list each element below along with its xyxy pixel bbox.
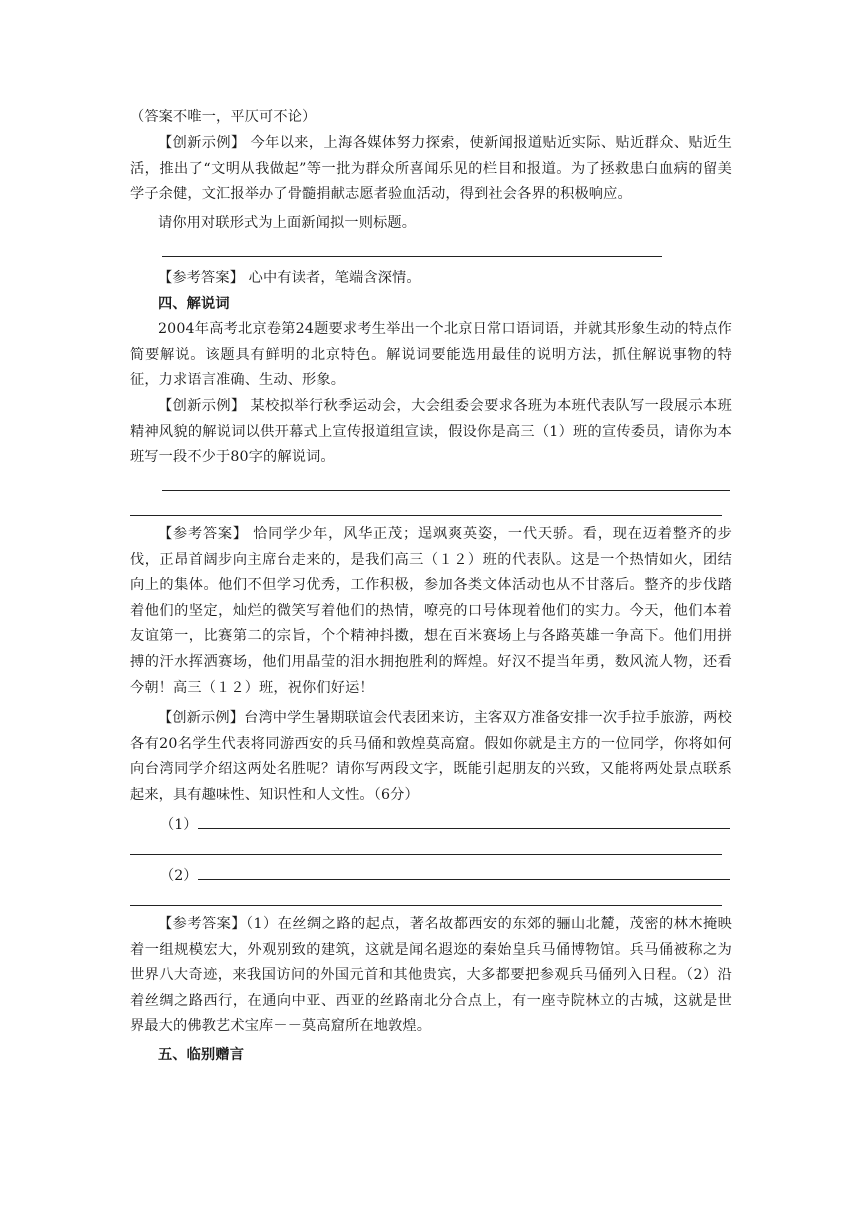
answer-note: （答案不唯一，平仄可不论） (130, 109, 317, 125)
blank-label-1: （1） (160, 817, 198, 833)
answer-blank-line (130, 854, 722, 855)
answer-blank-line (162, 490, 730, 491)
example-paragraph-2: 【创新示例】 某校拟举行秋季运动会，大会组委会要求各班为本班代表队写一段展示本班精神风貌的解说词以供开幕式上宣传报道组宣读，假设你是高三（1）班的宣传委员，请你为本班写一段不少于80字的解说词。 (130, 398, 732, 466)
answer-blank-line (162, 256, 662, 257)
answer-blank-line (130, 515, 722, 516)
answer-blank-line (198, 879, 730, 880)
reference-answer-1: 【参考答案】 心中有读者，笔端含深情。 (158, 270, 421, 286)
answer-blank-line (198, 828, 730, 829)
reference-answer-3: 【参考答案】（1）在丝绸之路的起点，著名故都西安的东郊的骊山北麓，茂密的林木掩映着一组规模宏大，外观别致的建筑，这就是闻名遐迩的秦始皇兵马俑博物馆。兵马俑被称之为世界八大奇迹，来我国访问的外国元首和其他贵宾，大多都要把参观兵马俑列入日程。（2）沿着丝绸之路西行，在通向中亚、西亚的丝路南北分合点上，有一座寺院林立的古城，这就是世界最大的佛教艺术宝库－－莫高窟所在地敦煌。 (130, 916, 732, 1035)
answer-blank-line (130, 905, 722, 906)
intro-paragraph-4: 2004年高考北京卷第24题要求考生举出一个北京日常口语词语，并就其形象生动的特点作简要解说。该题具有鲜明的北京特色。解说词要能选用最佳的说明方法，抓住解说事物的特征，力求语言准确、生动、形象。 (130, 321, 732, 389)
section-heading-4: 四、解说词 (158, 296, 230, 312)
instruction-paragraph-1: 请你用对联形式为上面新闻拟一则标题。 (158, 215, 417, 231)
example-paragraph-3: 【创新示例】台湾中学生暑期联谊会代表团来访，主客双方准备安排一次手拉手旅游，两校各有20名学生代表将同游西安的兵马俑和敦煌莫高窟。假如你就是主方的一位同学，你将如何向台湾同学介绍这两处名胜呢？请你写两段文字，既能引起朋友的兴致，又能将两处景点联系起来，具有趣味性、知识性和人文性。（6分） (130, 710, 732, 803)
section-heading-5: 五、临别赠言 (158, 1047, 245, 1063)
example-paragraph-1: 【创新示例】 今年以来，上海各媒体努力探索，使新闻报道贴近实际、贴近群众、贴近生活，推出了“文明从我做起”等一批为群众所喜闻乐见的栏目和报道。为了拯救患白血病的留美学子余健，文汇报举办了骨髓捐献志愿者验血活动，得到社会各界的积极响应。 (130, 135, 732, 203)
blank-label-2: （2） (160, 868, 198, 884)
reference-answer-2: 【参考答案】 恰同学少年，风华正茂；逞飒爽英姿，一代天骄。看，现在迈着整齐的步伐，正昂首阔步向主席台走来的，是我们高三（１２）班的代表队。这是一个热情如火，团结向上的集体。他们不但学习优秀，工作积极，参加各类文体活动也从不甘落后。整齐的步伐踏着他们的坚定，灿烂的微笑写着他们的热情，嘹亮的口号体现着他们的实力。今天，他们本着友谊第一，比赛第二的宗旨，个个精神抖擞，想在百米赛场上与各路英雄一争高下。他们用拼搏的汗水挥洒赛场，他们用晶莹的泪水拥抱胜利的辉煌。好汉不提当年勇，数风流人物，还看今朝！高三（１２）班，祝你们好运！ (130, 526, 732, 696)
